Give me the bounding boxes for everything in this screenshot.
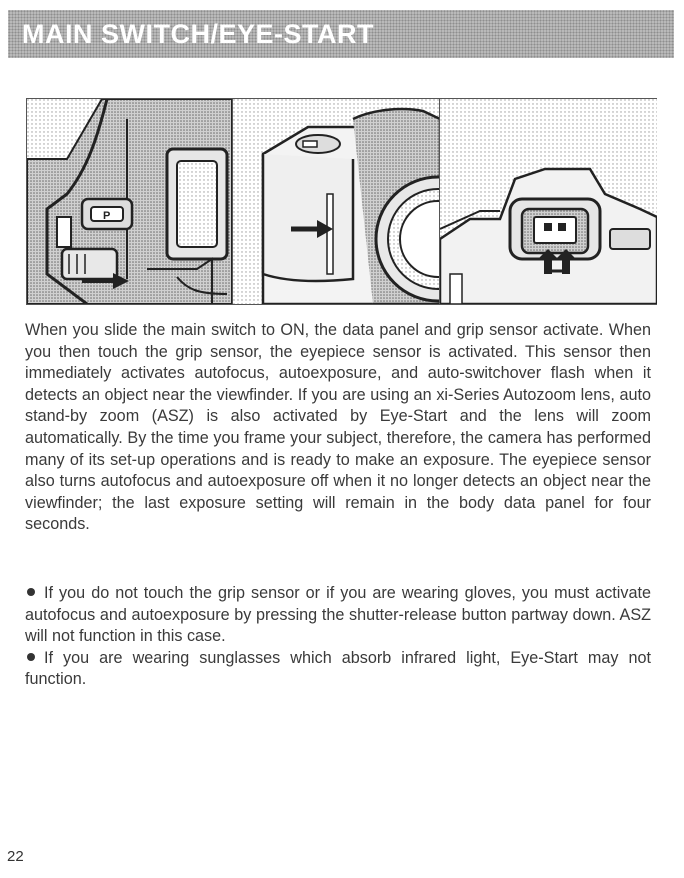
figure-grip-sensor	[232, 99, 440, 304]
note-text: If you are wearing sunglasses which absorb infrared light, Eye-Start may not function.	[25, 648, 651, 689]
bullet-icon	[27, 588, 35, 596]
grip-sensor-strip	[327, 194, 333, 274]
illustration-strip	[26, 98, 657, 305]
description-paragraph: When you slide the main switch to ON, the data panel and grip sensor activate. When you then touch the grip sensor, the eyepiece sensor is activated. This sensor then immediately activates autofocus, autoexposure, and auto-switchover flash when it detects an object near the viewfinder. If you are using an xi-Series Autozoom lens, auto stand-by zoom (ASZ) is also activated by Eye-Start and the lens will zoom automatically. By the time you frame your subject, therefore, the camera has performed many of its set-up operations and is ready to make an exposure. The eyepiece sensor also turns autofocus and autoexposure off when it no longer detects an object near the viewfinder; the last exposure setting will remain in the body data panel for four seconds.	[25, 321, 651, 534]
notes-list	[25, 583, 651, 691]
bullet-icon	[27, 653, 35, 661]
note-item	[25, 648, 651, 691]
note-item	[25, 583, 651, 648]
section-header-bar	[8, 10, 674, 58]
note-text: If you do not touch the grip sensor or if you are wearing gloves, you must activate autofocus and autoexposure by pressing the shutter-release button partway down. ASZ will not function in this case.	[25, 584, 651, 646]
figure-eyepiece-sensor	[439, 99, 657, 304]
switch-label-p: P	[103, 210, 111, 222]
section-title: MAIN SWITCH/EYE-START	[22, 19, 374, 49]
page-number: 22	[7, 848, 24, 865]
figure-main-switch	[27, 99, 232, 304]
